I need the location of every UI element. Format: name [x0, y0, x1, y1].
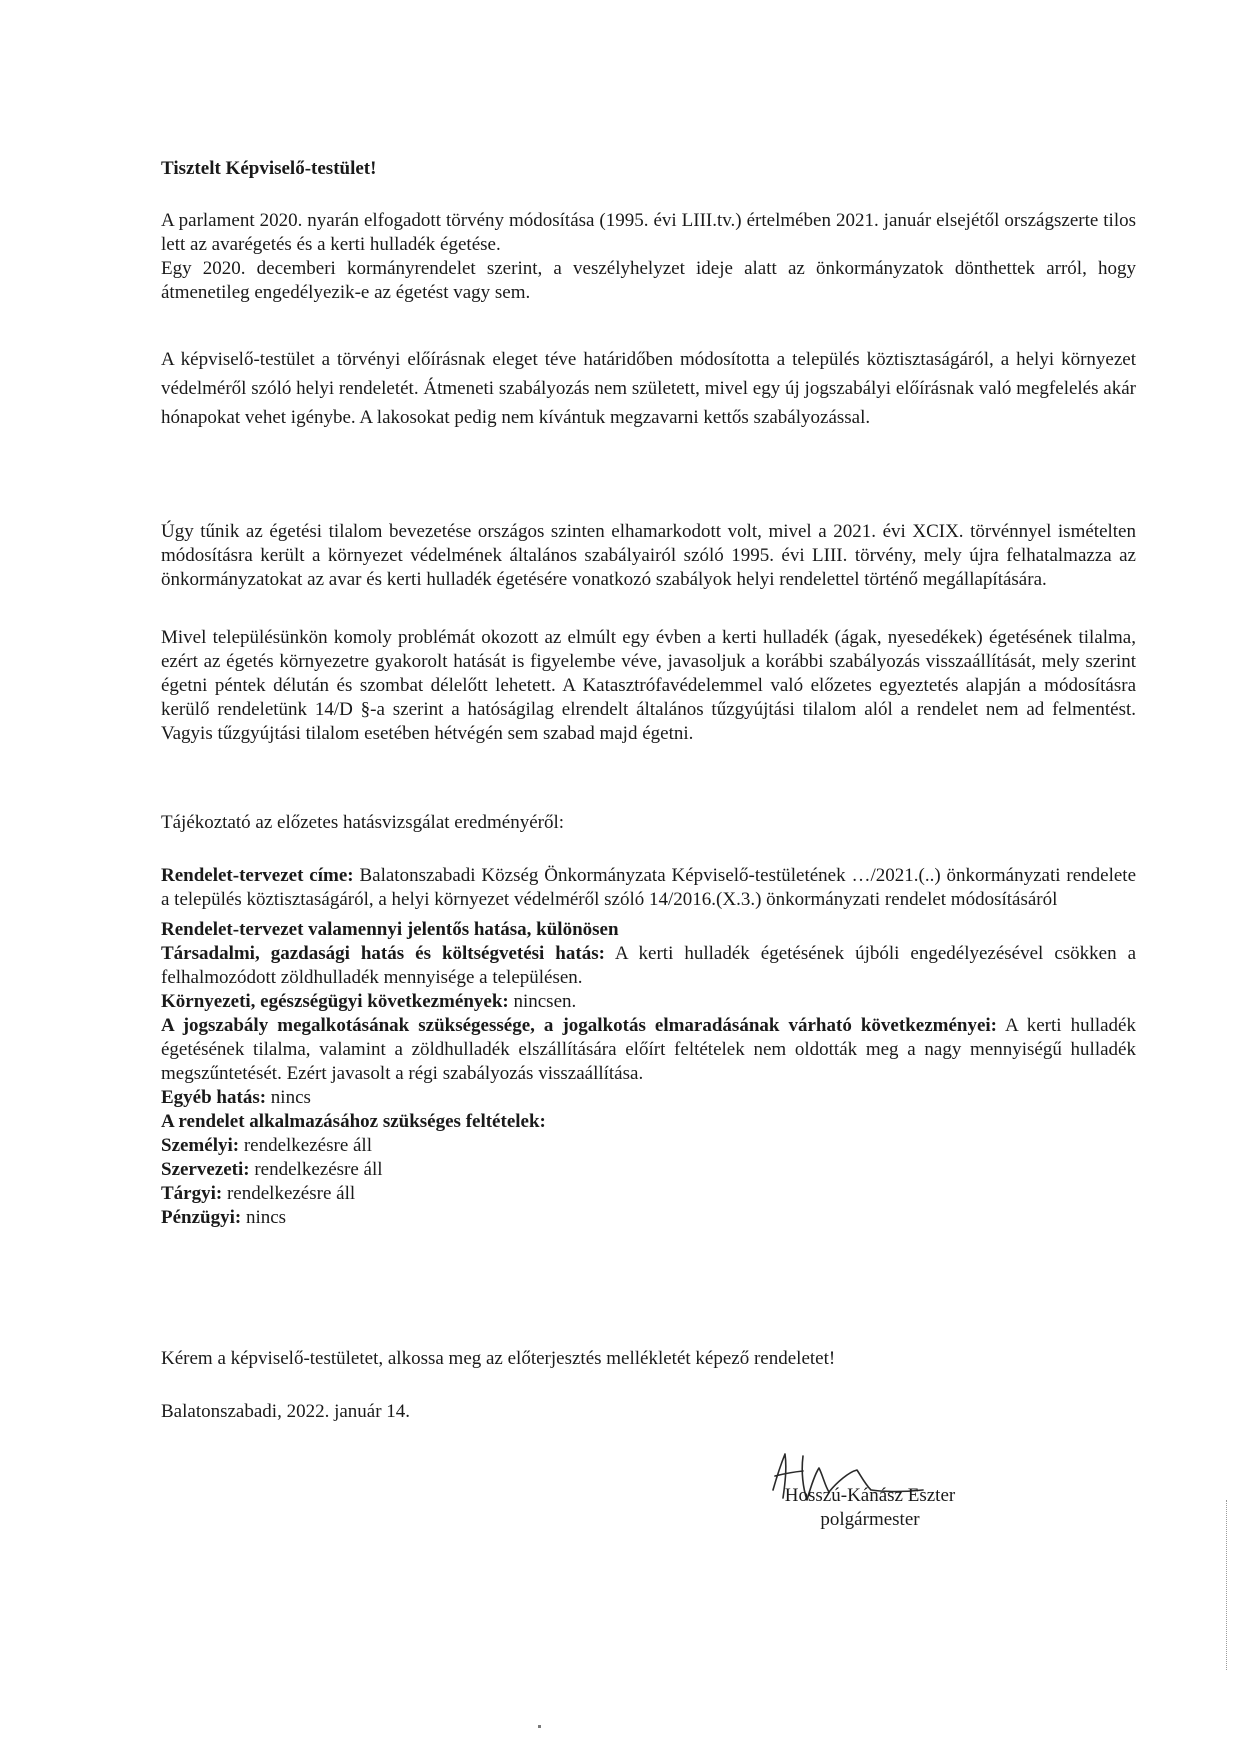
organizational-value: rendelkezésre áll	[254, 1159, 383, 1180]
impact-assessment-intro: Tájékoztató az előzetes hatásvizsgálat eredményéről:	[161, 812, 565, 833]
draft-title-value: Balatonszabadi Község Önkormányzata Képviselő-testületének …/2021.(..) önkormányzati rendelete a település köztisztaságáról, a helyi környezet védelméről szóló 14/2016.(X.3.) önkormányzati rendelet módosításáról	[161, 865, 1137, 910]
signer-block	[750, 1484, 990, 1532]
signer-name: Hosszú-Kánász Eszter	[784, 1485, 956, 1506]
paragraph-1: A parlament 2020. nyarán elfogadott törvény módosítása (1995. évi LIII.tv.) értelmében 2021. január elsejétől országszerte tilos lett az avarégetés és a kerti hulladék égetése.	[161, 210, 1136, 255]
social-impact-value: A kerti hulladék égetésének újbóli engedélyezésével csökken a felhalmozódott zöldhulladék mennyisége a településen.	[161, 943, 1136, 988]
place-and-date: Balatonszabadi, 2022. január 14.	[161, 1401, 411, 1422]
other-impact-row	[161, 1086, 1136, 1110]
personal-row	[161, 1134, 1136, 1158]
impact-assessment-fields	[161, 864, 1136, 1230]
personal-label: Személyi:	[161, 1135, 240, 1156]
other-impact-label: Egyéb hatás:	[161, 1087, 267, 1108]
environmental-row	[161, 990, 1136, 1014]
social-impact-row	[161, 942, 1136, 990]
paragraph-3: A képviselő-testület a törvényi előírásnak eleget téve határidőben módosította a település köztisztaságáról, a helyi környezet védelméről szóló helyi rendeletét. Átmeneti szabályozás nem született, mivel egy új jogszabályi előírásnak való megfelelés akár hónapokat vehet igénybe. A lakosokat pedig nem kívántuk megzavarni kettős szabályozással.	[161, 349, 1136, 428]
effects-heading: Rendelet-tervezet valamennyi jelentős hatása, különösen	[161, 919, 619, 940]
other-impact-value: nincs	[270, 1087, 311, 1108]
draft-title-row	[161, 864, 1136, 912]
material-value: rendelkezésre áll	[226, 1183, 356, 1204]
paragraph-5: Mivel településünkön komoly problémát okozott az elmúlt egy évben a kerti hulladék (ágak, nyesedékek) égetésének tilalma, ezért az égetés környezetre gyakorolt hatását is figyelembe véve, javasoljuk a korábbi szabályozás visszaállítását, mely szerint égetni péntek délután és szombat délelőtt lehetett. A Katasztrófavédelemmel való előzetes egyeztetés alapján a módosításra kerülő rendeletünk 14/D §-a szerint a hatóságilag elrendelt általános tűzgyújtási tilalom alól a rendelet nem ad felmentést. Vagyis tűzgyújtási tilalom esetében hétvégén sem szabad majd égetni.	[161, 627, 1136, 744]
draft-title-label: Rendelet-tervezet címe:	[161, 865, 354, 886]
environmental-value: nincsen.	[513, 991, 577, 1012]
financial-label: Pénzügyi:	[161, 1207, 242, 1228]
material-label: Tárgyi:	[161, 1183, 223, 1204]
financial-row	[161, 1206, 1136, 1230]
scan-edge-marks	[1226, 1500, 1229, 1670]
necessity-value: A kerti hulladék égetésének tilalma, valamint a zöldhulladék elszállítására előírt feltételek nem oldották meg a nagy mennyiségű hulladék megszűntetését. Ezért javasolt a régi szabályozás visszaállítása.	[161, 1015, 1136, 1084]
salutation: Tisztelt Képviselő-testület!	[161, 158, 377, 179]
necessity-row	[161, 1014, 1136, 1086]
paragraph-2: Egy 2020. decemberi kormányrendelet szerint, a veszélyhelyzet ideje alatt az önkormányzatok dönthettek arról, hogy átmenetileg engedélyezik-e az égetést vagy sem.	[161, 258, 1136, 303]
organizational-label: Szervezeti:	[161, 1159, 250, 1180]
organizational-row	[161, 1158, 1136, 1182]
financial-value: nincs	[245, 1207, 287, 1228]
paragraph-4: Úgy tűnik az égetési tilalom bevezetése országos szinten elhamarkodott volt, mivel a 2021. évi XCIX. törvénnyel ismételten módosításra került a környezet védelmének általános szabályairól szóló 1995. évi LIII. törvény, mely újra felhatalmazza az önkormányzatokat az avar és kerti hulladék égetésére vonatkozó szabályok helyi rendelettel történő megállapítására.	[161, 521, 1136, 590]
conditions-heading: A rendelet alkalmazásához szükséges feltételek:	[161, 1111, 546, 1132]
paragraph-law-change	[161, 209, 1136, 305]
scan-speck	[538, 1725, 541, 1728]
necessity-label: A jogszabály megalkotásának szükségessége, a jogalkotás elmaradásának várható következményei:	[161, 1015, 997, 1036]
social-impact-label: Társadalmi, gazdasági hatás és költségvetési hatás:	[161, 943, 605, 964]
environmental-label: Környezeti, egészségügyi következmények:	[161, 991, 509, 1012]
signer-title: polgármester	[820, 1509, 920, 1530]
personal-value: rendelkezésre áll	[243, 1135, 372, 1156]
closing-request: Kérem a képviselő-testületet, alkossa meg az előterjesztés mellékletét képező rendeletet!	[161, 1348, 836, 1369]
material-row	[161, 1182, 1136, 1206]
